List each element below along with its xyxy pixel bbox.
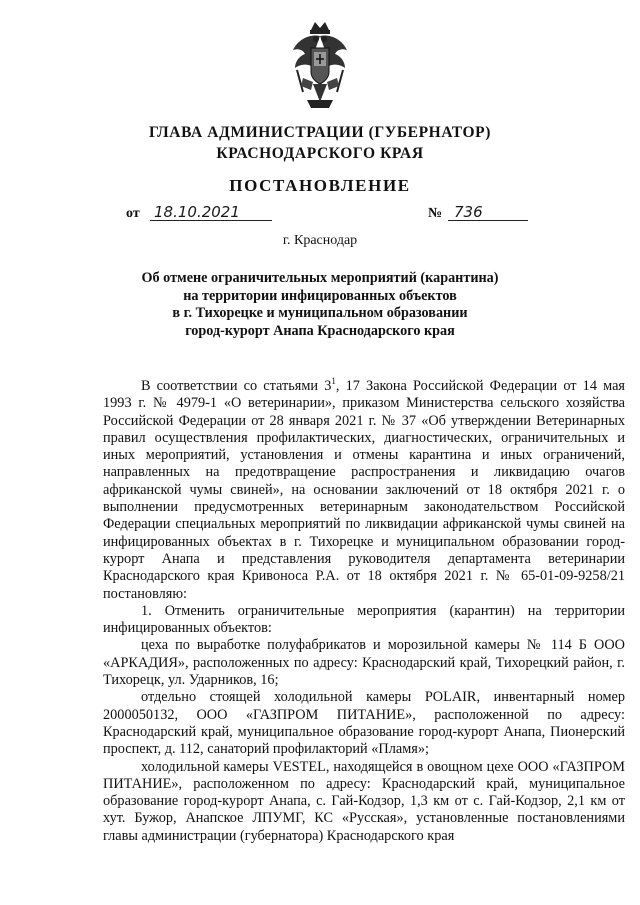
object-1-paragraph: цеха по выработке полуфабрикатов и морозильной камеры № 114 Б ООО «АРКАДИЯ», расположенных по адресу: Краснодарский край, Тихорецкий район, г. Тихорецк, ул. Ударников, 16;	[103, 637, 625, 689]
title-line: Об отмене ограничительных мероприятий (карантина)	[141, 270, 499, 286]
city: г. Краснодар	[282, 233, 358, 248]
date-prefix: от	[126, 206, 140, 221]
clause-1-paragraph: 1. Отменить ограничительные мероприятия (карантин) на территории инфицированных объектов:	[103, 602, 625, 637]
document-body	[103, 378, 625, 845]
title-line: на территории инфицированных объектов	[183, 287, 457, 304]
number-prefix: №	[428, 206, 443, 221]
title-line: город-курорт Анапа Краснодарского края	[185, 322, 455, 339]
coat-of-arms-emblem	[289, 20, 351, 112]
object-2-paragraph: отдельно стоящей холодильной камеры POLAIR, инвентарный номер 2000050132, ООО «ГАЗПРОМ ПИТАНИЕ», расположенной по адресу: Краснодарский край, муниципальное образование город-курорт Анапа, Пионерский проспект, д. 112, санаторий профилакторий «Пламя»;	[103, 689, 625, 758]
object-3-paragraph: холодильной камеры VESTEL, находящейся в овощном цехе ООО «ГАЗПРОМ ПИТАНИЕ», расположенном по адресу: Краснодарский край, муниципальное образование город-курорт Анапа, с. Гай-Кодзор, 1,3 км от с. Гай-Кодзор, 2,1 км от хут. Бужор, Анапское ЛПУМГ, КС «Русская», установленные постановлениями главы администрации (губернатора) Краснодарского края	[103, 758, 625, 844]
document-number	[448, 203, 528, 221]
region-title: КРАСНОДАРСКОГО КРАЯ	[216, 145, 424, 162]
preamble-text-rest: , 17 Закона Российской Федерации от 14 мая 1993 г. № 4979-1 «О ветеринарии», приказом Министерства сельского хозяйства Российской Федерации от 28 января 2021 г. № 37 «Об утверждении Ветеринарных правил осуществления профилактических, диагностических, ограничительных и иных мероприятий, установления и отмены карантина и иных ограничений, направленных на предотвращение распространения и ликвидацию очагов африканской чумы свиней», на основании заключений от 18 октября 2021 г. о выполнении предусмотренных ветеринарным законодательством Российской Федерации специальных мероприятий по ликвидации африканской чумы свиней на инфицированных объектах в г. Тихорецке и муниципальном образовании город-курорт Анапа и представления руководителя департамента ветеринарии Краснодарского края Кривоноса Р.А. от 18 октября 2021 г. № 65-01-09-9258/21 постановляю:	[103, 378, 626, 602]
document-number-value: 736	[454, 203, 483, 221]
title-line: в г. Тихорецке и муниципальном образовании	[172, 305, 468, 321]
document-date	[150, 203, 272, 221]
preamble-paragraph	[103, 378, 625, 603]
document-type: ПОСТАНОВЛЕНИЕ	[229, 176, 411, 195]
authority-title: ГЛАВА АДМИНИСТРАЦИИ (ГУБЕРНАТОР)	[149, 124, 491, 141]
preamble-text-start: В соответствии со статьями 3	[141, 378, 332, 394]
article-superscript: 1	[331, 376, 336, 387]
document-date-value: 18.10.2021	[154, 203, 240, 221]
document-title	[110, 270, 530, 340]
